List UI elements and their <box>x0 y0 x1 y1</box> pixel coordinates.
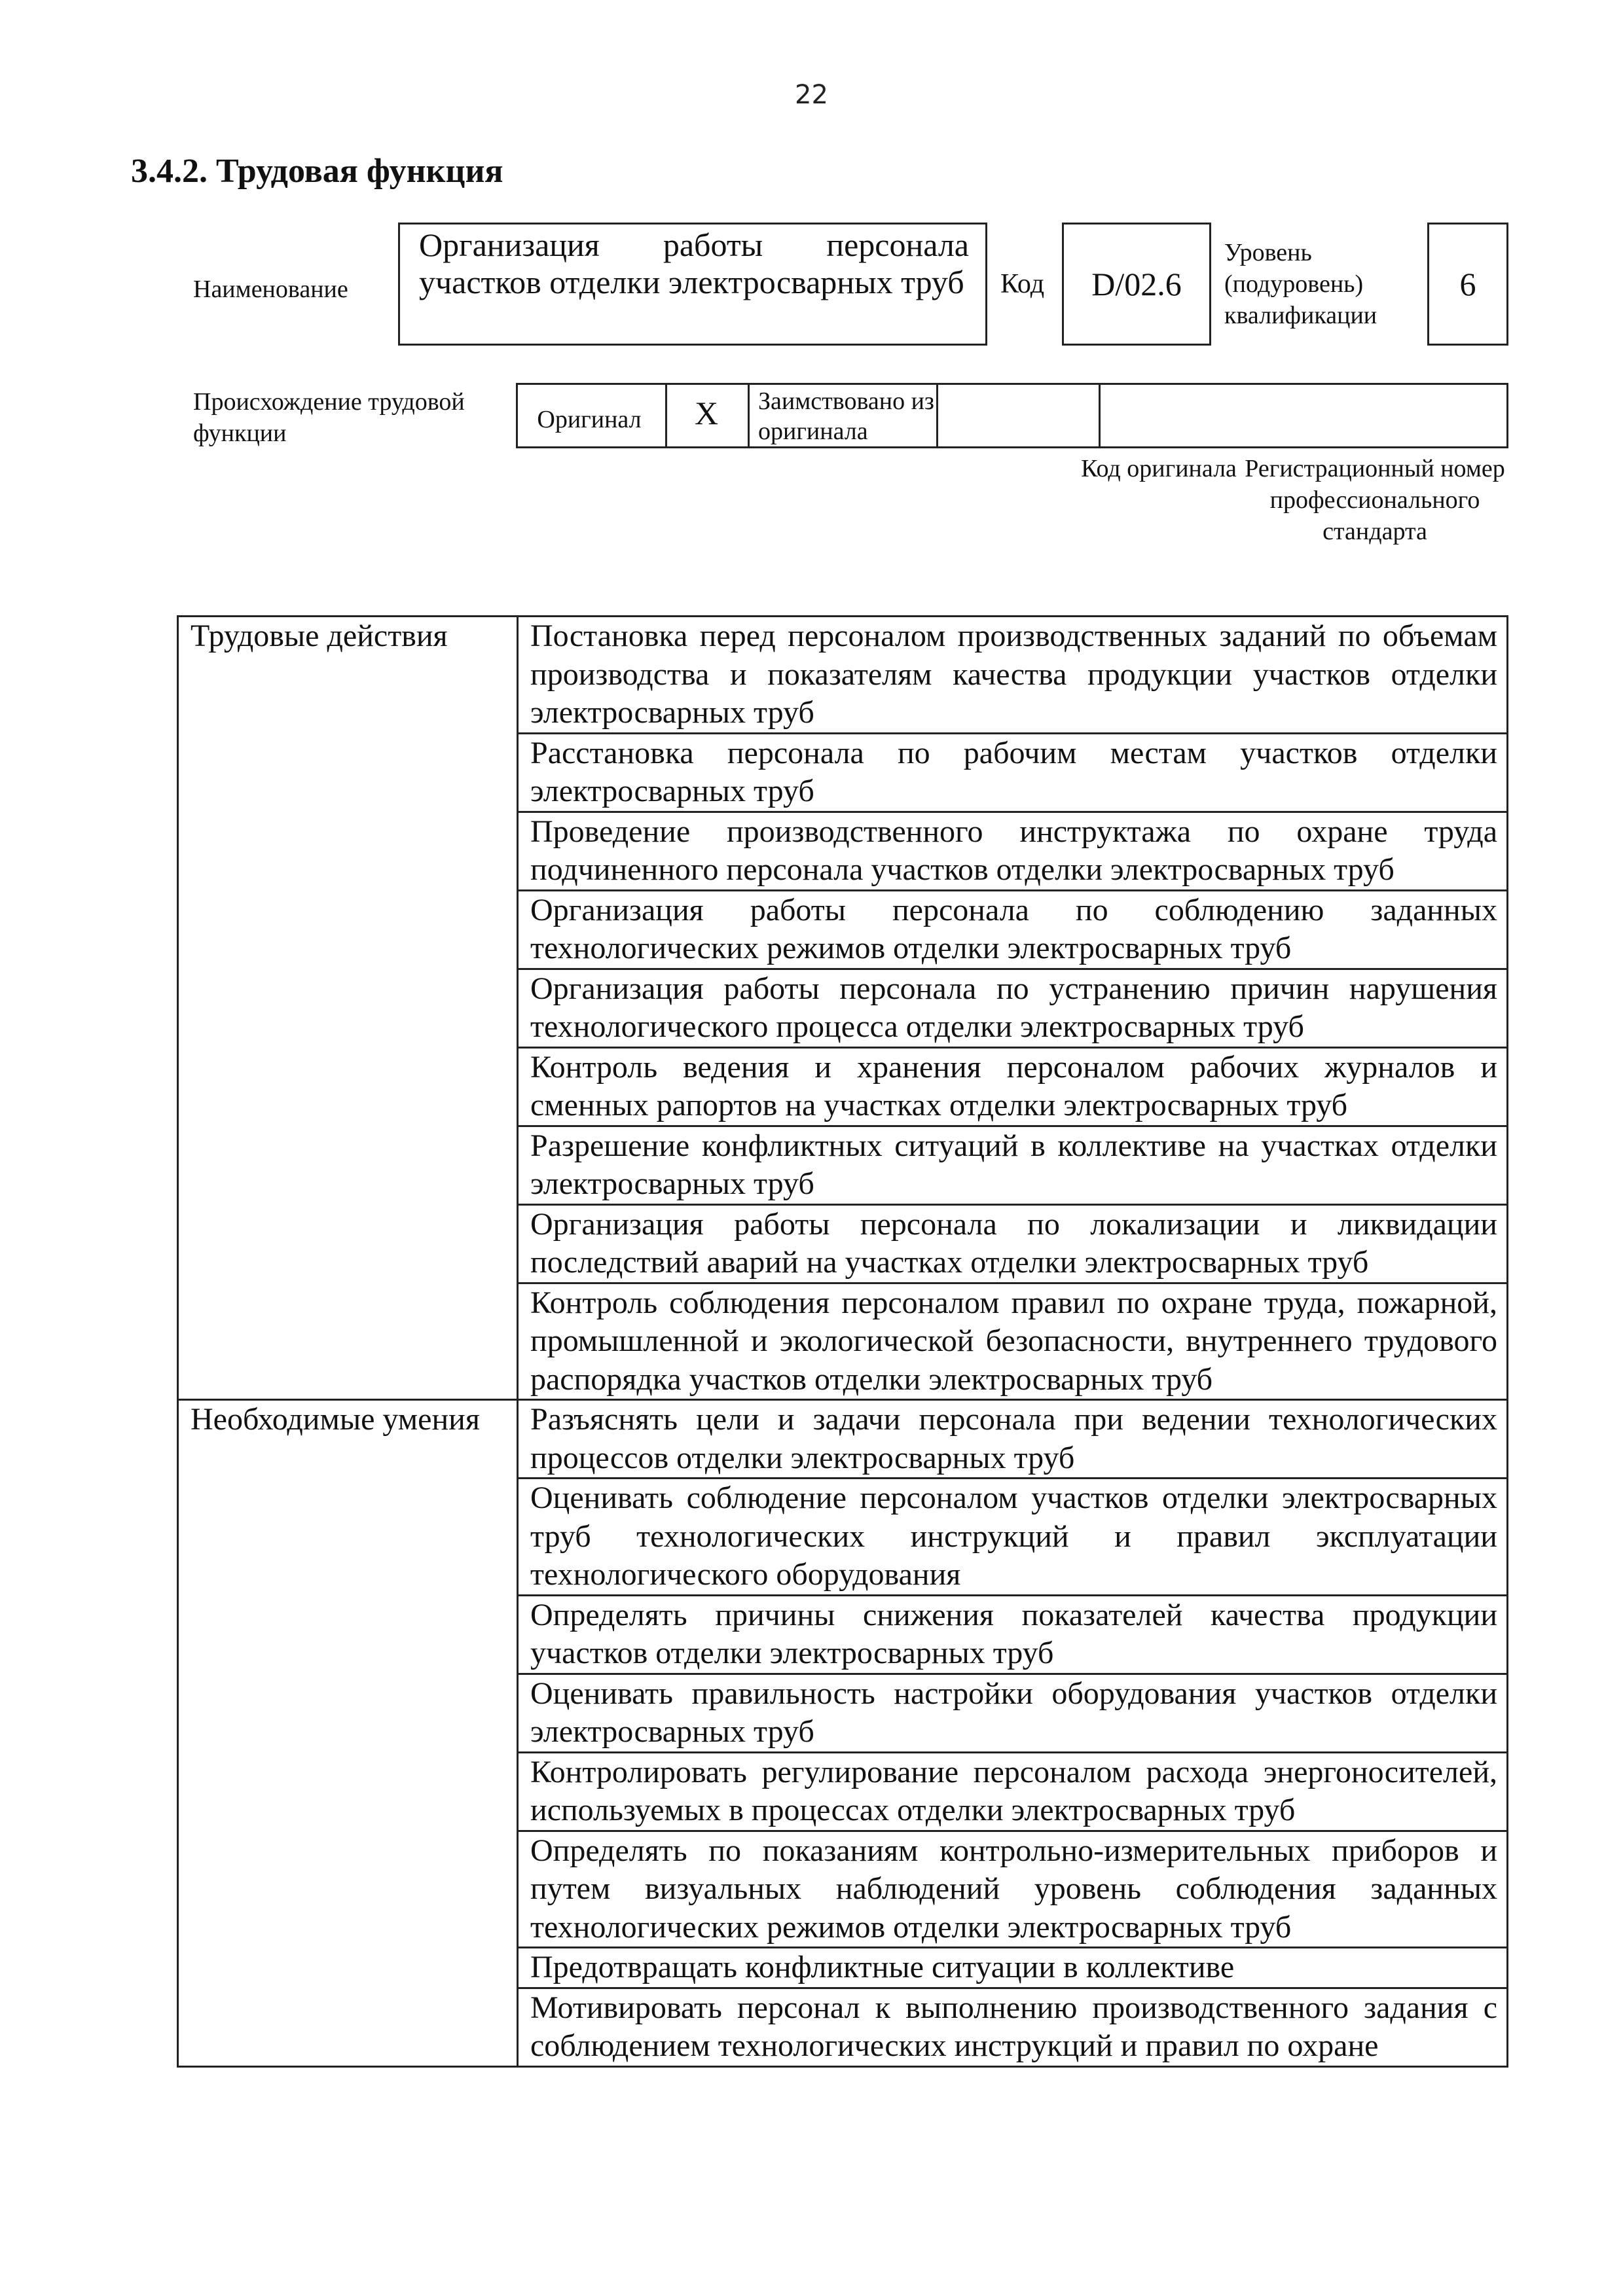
required-skills-label: Необходимые умения <box>178 1400 518 2067</box>
required-skills-item: Оценивать правильность настройки оборудования участков отделки электросварных труб <box>518 1674 1508 1752</box>
origin-code-cell <box>938 385 1101 446</box>
required-skills-item: Мотивировать персонал к выполнению производственного задания с соблюдением технологических инструкций и правил по охране <box>518 1988 1508 2066</box>
origin-code-caption: Код оригинала <box>1081 455 1237 482</box>
section-title: 3.4.2. Трудовая функция <box>131 152 503 190</box>
origin-mark: X <box>694 395 719 431</box>
level-label: Уровень (подуровень) квалификации <box>1224 239 1377 329</box>
name-value: Организация работы персонала участков отделки электросварных труб <box>419 226 969 300</box>
labor-actions-item: Проведение производственного инструктажа по охране труда подчиненного персонала участков отделки электросварных труб <box>518 812 1508 890</box>
labor-actions-item: Разрешение конфликтных ситуаций в коллективе на участках отделки электросварных труб <box>518 1126 1508 1204</box>
labor-actions-item: Организация работы персонала по локализации и ликвидации последствий аварий на участках отделки электросварных труб <box>518 1204 1508 1283</box>
labor-actions-item: Постановка перед персоналом производственных заданий по объемам производства и показателям качества продукции участков отделки электросварных труб <box>518 617 1508 734</box>
labor-actions-item: Контроль соблюдения персоналом правил по охране труда, пожарной, промышленной и экологической безопасности, внутреннего трудового распорядка участков отделки электросварных труб <box>518 1283 1508 1400</box>
labor-actions-item: Организация работы персонала по соблюдению заданных технологических режимов отделки электросварных труб <box>518 890 1508 969</box>
required-skills-item: Предотвращать конфликтные ситуации в коллективе <box>518 1948 1508 1988</box>
table-row <box>178 617 1508 734</box>
page-number: 22 <box>795 80 828 110</box>
labor-actions-label: Трудовые действия <box>178 617 518 1400</box>
required-skills-item: Определять причины снижения показателей качества продукции участков отделки электросварных труб <box>518 1595 1508 1674</box>
code-label: Код <box>1000 269 1045 299</box>
required-skills-item: Определять по показаниям контрольно-измерительных приборов и путем визуальных наблюдений уровень соблюдения заданных технологических режимов отделки электросварных труб <box>518 1831 1508 1948</box>
table-row <box>178 1400 1508 1479</box>
level-value: 6 <box>1459 266 1476 302</box>
labor-actions-item: Расстановка персонала по рабочим местам участков отделки электросварных труб <box>518 733 1508 812</box>
origin-original-label: Оригинал <box>537 406 642 433</box>
origin-reg-caption: Регистрационный номер профессионального стандарта <box>1245 455 1505 545</box>
name-label: Наименование <box>193 276 348 303</box>
code-value: D/02.6 <box>1091 266 1182 302</box>
labor-actions-item: Контроль ведения и хранения персоналом рабочих журналов и сменных рапортов на участках отделки электросварных труб <box>518 1047 1508 1126</box>
origin-reg-cell <box>1101 385 1506 446</box>
origin-label: Происхождение трудовой функции <box>193 388 465 447</box>
required-skills-item: Контролировать регулирование персоналом расхода энергоносителей, используемых в процессах отделки электросварных труб <box>518 1752 1508 1831</box>
origin-borrowed-label: Заимствовано из оригинала <box>758 387 934 445</box>
required-skills-item: Разъяснять цели и задачи персонала при ведении технологических процессов отделки электросварных труб <box>518 1400 1508 1479</box>
function-table <box>177 615 1508 2068</box>
required-skills-item: Оценивать соблюдение персоналом участков отделки электросварных труб технологических инструкций и правил эксплуатации технологического оборудования <box>518 1479 1508 1596</box>
labor-actions-item: Организация работы персонала по устранению причин нарушения технологического процесса отделки электросварных труб <box>518 969 1508 1047</box>
